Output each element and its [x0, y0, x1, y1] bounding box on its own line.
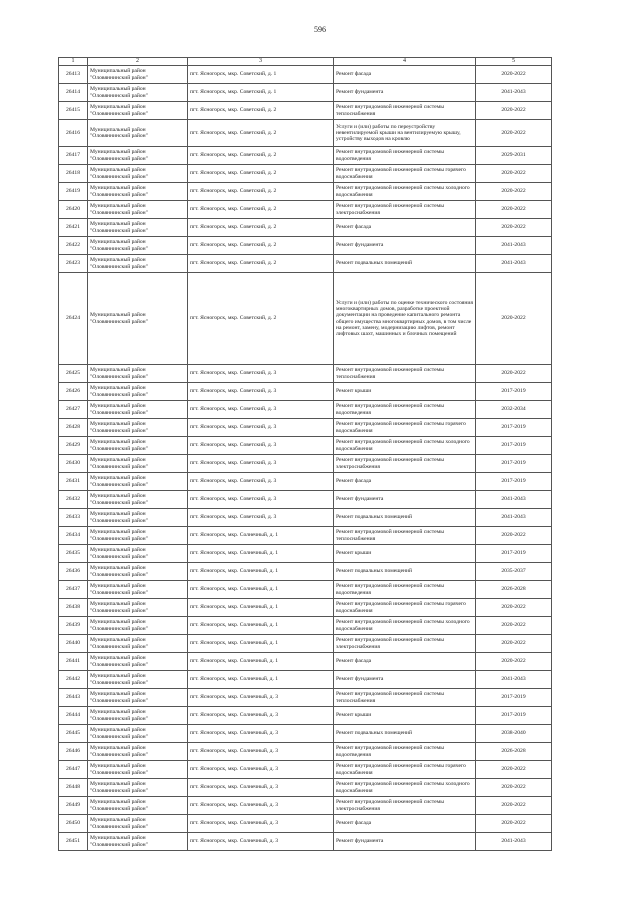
work-type-cell: Ремонт внутридомовой инженерной системы водоотведения — [334, 147, 476, 165]
period-cell: 2032-2034 — [476, 401, 552, 419]
period-cell: 2017-2019 — [476, 689, 552, 707]
municipality-cell: Муниципальный район "Оловяннинский район" — [88, 833, 188, 851]
period-cell: 2020-2022 — [476, 527, 552, 545]
row-number: 26423 — [59, 255, 88, 273]
work-type-cell: Ремонт внутридомовой инженерной системы теплоснабжения — [334, 365, 476, 383]
row-number: 26446 — [59, 743, 88, 761]
header-col-3: 3 — [188, 58, 334, 66]
address-cell: пгт. Ясногорск, мкр. Солнечный, д. 3 — [188, 761, 334, 779]
municipality-cell: Муниципальный район "Оловяннинский район" — [88, 255, 188, 273]
municipality-cell: Муниципальный район "Оловяннинский район" — [88, 491, 188, 509]
municipality-cell: Муниципальный район "Оловяннинский район" — [88, 419, 188, 437]
row-number: 26414 — [59, 84, 88, 102]
row-number: 26436 — [59, 563, 88, 581]
page-number: 596 — [314, 25, 326, 34]
municipality-cell: Муниципальный район "Оловяннинский район" — [88, 707, 188, 725]
table-row — [59, 815, 552, 833]
address-cell: пгт. Ясногорск, мкр. Солнечный, д. 3 — [188, 797, 334, 815]
row-number: 26427 — [59, 401, 88, 419]
municipality-cell: Муниципальный район "Оловяннинский район" — [88, 383, 188, 401]
table-row — [59, 761, 552, 779]
municipality-cell: Муниципальный район "Оловяннинский район" — [88, 509, 188, 527]
municipality-cell: Муниципальный район "Оловяннинский район" — [88, 102, 188, 120]
period-cell: 2020-2022 — [476, 797, 552, 815]
period-cell: 2026-2028 — [476, 743, 552, 761]
municipality-cell: Муниципальный район "Оловяннинский район" — [88, 219, 188, 237]
work-type-cell: Ремонт крыши — [334, 383, 476, 401]
municipality-cell: Муниципальный район "Оловяннинский район" — [88, 797, 188, 815]
table-row — [59, 689, 552, 707]
address-cell: пгт. Ясногорск, мкр. Советский, д. 3 — [188, 473, 334, 491]
address-cell: пгт. Ясногорск, мкр. Советский, д. 2 — [188, 255, 334, 273]
work-type-cell: Ремонт внутридомовой инженерной системы горячего водоснабжения — [334, 419, 476, 437]
municipality-cell: Муниципальный район "Оловяннинский район" — [88, 743, 188, 761]
row-number: 26441 — [59, 653, 88, 671]
municipality-cell: Муниципальный район "Оловяннинский район" — [88, 455, 188, 473]
work-type-cell: Ремонт фундамента — [334, 671, 476, 689]
address-cell: пгт. Ясногорск, мкр. Советский, д. 2 — [188, 120, 334, 147]
table-row — [59, 527, 552, 545]
row-number: 26435 — [59, 545, 88, 563]
row-number: 26448 — [59, 779, 88, 797]
work-type-cell: Ремонт внутридомовой инженерной системы горячего водоснабжения — [334, 761, 476, 779]
table-row — [59, 707, 552, 725]
row-number: 26442 — [59, 671, 88, 689]
period-cell: 2017-2019 — [476, 473, 552, 491]
work-type-cell: Ремонт фундамента — [334, 833, 476, 851]
work-type-cell: Ремонт подвальных помещений — [334, 255, 476, 273]
address-cell: пгт. Ясногорск, мкр. Солнечный, д. 1 — [188, 527, 334, 545]
row-number: 26444 — [59, 707, 88, 725]
table-row — [59, 797, 552, 815]
municipality-cell: Муниципальный район "Оловяннинский район" — [88, 653, 188, 671]
municipality-cell: Муниципальный район "Оловяннинский район" — [88, 401, 188, 419]
row-number: 26426 — [59, 383, 88, 401]
table-row — [59, 237, 552, 255]
municipality-cell: Муниципальный район "Оловяннинский район" — [88, 183, 188, 201]
row-number: 26420 — [59, 201, 88, 219]
row-number: 26451 — [59, 833, 88, 851]
table-row — [59, 581, 552, 599]
work-type-cell: Ремонт внутридомовой инженерной системы холодного водоснабжения — [334, 183, 476, 201]
address-cell: пгт. Ясногорск, мкр. Советский, д. 3 — [188, 419, 334, 437]
period-cell: 2020-2022 — [476, 66, 552, 84]
address-cell: пгт. Ясногорск, мкр. Солнечный, д. 1 — [188, 563, 334, 581]
address-cell: пгт. Ясногорск, мкр. Солнечный, д. 3 — [188, 689, 334, 707]
header-col-5: 5 — [476, 58, 552, 66]
table-row — [59, 147, 552, 165]
work-type-cell: Ремонт внутридомовой инженерной системы холодного водоснабжения — [334, 617, 476, 635]
work-type-cell: Ремонт крыши — [334, 545, 476, 563]
address-cell: пгт. Ясногорск, мкр. Солнечный, д. 3 — [188, 743, 334, 761]
table-row — [59, 219, 552, 237]
municipality-cell: Муниципальный район "Оловяннинский район" — [88, 473, 188, 491]
register-table — [58, 57, 552, 851]
work-type-cell: Ремонт внутридомовой инженерной системы водоотведения — [334, 581, 476, 599]
municipality-cell: Муниципальный район "Оловяннинский район" — [88, 815, 188, 833]
address-cell: пгт. Ясногорск, мкр. Советский, д. 1 — [188, 84, 334, 102]
address-cell: пгт. Ясногорск, мкр. Солнечный, д. 1 — [188, 635, 334, 653]
work-type-cell: Услуги и (или) работы по переустройству невентилируемой крыши на вентилируемую крышу, устройству выходов на кровлю — [334, 120, 476, 147]
period-cell: 2020-2022 — [476, 779, 552, 797]
address-cell: пгт. Ясногорск, мкр. Солнечный, д. 3 — [188, 833, 334, 851]
row-number: 26429 — [59, 437, 88, 455]
table-row — [59, 743, 552, 761]
row-number: 26437 — [59, 581, 88, 599]
row-number: 26422 — [59, 237, 88, 255]
period-cell: 2017-2019 — [476, 383, 552, 401]
table-row — [59, 635, 552, 653]
table-body — [59, 66, 552, 851]
work-type-cell: Ремонт фасада — [334, 66, 476, 84]
work-type-cell: Ремонт подвальных помещений — [334, 725, 476, 743]
table-row — [59, 617, 552, 635]
work-type-cell: Ремонт фасада — [334, 653, 476, 671]
table-row — [59, 725, 552, 743]
municipality-cell: Муниципальный район "Оловяннинский район" — [88, 581, 188, 599]
municipality-cell: Муниципальный район "Оловяннинский район" — [88, 201, 188, 219]
table-row — [59, 84, 552, 102]
row-number: 26431 — [59, 473, 88, 491]
address-cell: пгт. Ясногорск, мкр. Советский, д. 2 — [188, 183, 334, 201]
municipality-cell: Муниципальный район "Оловяннинский район" — [88, 437, 188, 455]
period-cell: 2017-2019 — [476, 455, 552, 473]
row-number: 26443 — [59, 689, 88, 707]
municipality-cell: Муниципальный район "Оловяннинский район" — [88, 545, 188, 563]
work-type-cell: Ремонт фасада — [334, 473, 476, 491]
period-cell: 2020-2022 — [476, 201, 552, 219]
row-number: 26413 — [59, 66, 88, 84]
municipality-cell: Муниципальный район "Оловяннинский район" — [88, 66, 188, 84]
municipality-cell: Муниципальный район "Оловяннинский район" — [88, 165, 188, 183]
row-number: 26447 — [59, 761, 88, 779]
address-cell: пгт. Ясногорск, мкр. Солнечный, д. 3 — [188, 707, 334, 725]
work-type-cell: Ремонт подвальных помещений — [334, 563, 476, 581]
header-row — [59, 58, 552, 66]
work-type-cell: Ремонт внутридомовой инженерной системы горячего водоснабжения — [334, 165, 476, 183]
row-number: 26445 — [59, 725, 88, 743]
period-cell: 2041-2043 — [476, 255, 552, 273]
table-row — [59, 365, 552, 383]
address-cell: пгт. Ясногорск, мкр. Солнечный, д. 3 — [188, 815, 334, 833]
table-row — [59, 419, 552, 437]
row-number: 26434 — [59, 527, 88, 545]
period-cell: 2020-2022 — [476, 653, 552, 671]
table-row — [59, 201, 552, 219]
municipality-cell: Муниципальный район "Оловяннинский район" — [88, 120, 188, 147]
work-type-cell: Ремонт подвальных помещений — [334, 509, 476, 527]
period-cell: 2020-2022 — [476, 761, 552, 779]
address-cell: пгт. Ясногорск, мкр. Солнечный, д. 1 — [188, 545, 334, 563]
table-row — [59, 66, 552, 84]
municipality-cell: Муниципальный район "Оловяннинский район" — [88, 84, 188, 102]
table-row — [59, 545, 552, 563]
municipality-cell: Муниципальный район "Оловяннинский район" — [88, 689, 188, 707]
table-row — [59, 491, 552, 509]
period-cell: 2041-2043 — [476, 84, 552, 102]
period-cell: 2029-2031 — [476, 147, 552, 165]
row-number: 26450 — [59, 815, 88, 833]
row-number: 26418 — [59, 165, 88, 183]
table-row — [59, 599, 552, 617]
table-row — [59, 455, 552, 473]
work-type-cell: Ремонт внутридомовой инженерной системы теплоснабжения — [334, 102, 476, 120]
address-cell: пгт. Ясногорск, мкр. Солнечный, д. 1 — [188, 653, 334, 671]
row-number: 26415 — [59, 102, 88, 120]
work-type-cell: Ремонт внутридомовой инженерной системы электроснабжения — [334, 455, 476, 473]
period-cell: 2017-2019 — [476, 707, 552, 725]
row-number: 26438 — [59, 599, 88, 617]
municipality-cell: Муниципальный район "Оловяннинский район" — [88, 761, 188, 779]
municipality-cell: Муниципальный район "Оловяннинский район" — [88, 725, 188, 743]
header-col-1: 1 — [59, 58, 88, 66]
address-cell: пгт. Ясногорск, мкр. Советский, д. 3 — [188, 437, 334, 455]
municipality-cell: Муниципальный район "Оловяннинский район" — [88, 563, 188, 581]
row-number: 26416 — [59, 120, 88, 147]
address-cell: пгт. Ясногорск, мкр. Советский, д. 1 — [188, 66, 334, 84]
table-row — [59, 473, 552, 491]
period-cell: 2017-2019 — [476, 419, 552, 437]
row-number: 26417 — [59, 147, 88, 165]
row-number: 26433 — [59, 509, 88, 527]
municipality-cell: Муниципальный район "Оловяннинский район" — [88, 779, 188, 797]
period-cell: 2041-2043 — [476, 833, 552, 851]
address-cell: пгт. Ясногорск, мкр. Советский, д. 2 — [188, 102, 334, 120]
period-cell: 2038-2040 — [476, 725, 552, 743]
header-col-4: 4 — [334, 58, 476, 66]
period-cell: 2020-2022 — [476, 102, 552, 120]
address-cell: пгт. Ясногорск, мкр. Советский, д. 3 — [188, 491, 334, 509]
period-cell: 2026-2028 — [476, 581, 552, 599]
work-type-cell: Ремонт внутридомовой инженерной системы теплоснабжения — [334, 689, 476, 707]
work-type-cell: Ремонт фасада — [334, 219, 476, 237]
period-cell: 2017-2019 — [476, 437, 552, 455]
work-type-cell: Ремонт внутридомовой инженерной системы водоотведения — [334, 743, 476, 761]
period-cell: 2020-2022 — [476, 599, 552, 617]
work-type-cell: Ремонт фундамента — [334, 491, 476, 509]
row-number: 26449 — [59, 797, 88, 815]
period-cell: 2020-2022 — [476, 120, 552, 147]
period-cell: 2020-2022 — [476, 635, 552, 653]
period-cell: 2035-2037 — [476, 563, 552, 581]
table-row — [59, 653, 552, 671]
municipality-cell: Муниципальный район "Оловяннинский район" — [88, 527, 188, 545]
address-cell: пгт. Ясногорск, мкр. Советский, д. 3 — [188, 509, 334, 527]
row-number: 26424 — [59, 273, 88, 365]
row-number: 26439 — [59, 617, 88, 635]
period-cell: 2020-2022 — [476, 219, 552, 237]
address-cell: пгт. Ясногорск, мкр. Советский, д. 2 — [188, 165, 334, 183]
address-cell: пгт. Ясногорск, мкр. Советский, д. 2 — [188, 201, 334, 219]
work-type-cell: Ремонт внутридомовой инженерной системы электроснабжения — [334, 201, 476, 219]
address-cell: пгт. Ясногорск, мкр. Советский, д. 2 — [188, 237, 334, 255]
table-row — [59, 183, 552, 201]
municipality-cell: Муниципальный район "Оловяннинский район" — [88, 599, 188, 617]
period-cell: 2020-2022 — [476, 365, 552, 383]
address-cell: пгт. Ясногорск, мкр. Солнечный, д. 3 — [188, 725, 334, 743]
address-cell: пгт. Ясногорск, мкр. Советский, д. 2 — [188, 147, 334, 165]
work-type-cell: Услуги и (или) работы по оценке технического состояния многоквартирных домов, разработке проектной документации на проведение капитального ремонта общего имущества многоквартирных домов, в том числе на ремонт, замену, модернизацию лифтов, ремонт лифтовых шахт, машинных и блочных помещений — [334, 273, 476, 365]
work-type-cell: Ремонт внутридомовой инженерной системы водоотведения — [334, 401, 476, 419]
period-cell: 2020-2022 — [476, 617, 552, 635]
table-row — [59, 779, 552, 797]
work-type-cell: Ремонт крыши — [334, 707, 476, 725]
work-type-cell: Ремонт внутридомовой инженерной системы горячего водоснабжения — [334, 599, 476, 617]
address-cell: пгт. Ясногорск, мкр. Советский, д. 3 — [188, 383, 334, 401]
work-type-cell: Ремонт внутридомовой инженерной системы электроснабжения — [334, 635, 476, 653]
table-row — [59, 165, 552, 183]
table-row — [59, 833, 552, 851]
row-number: 26440 — [59, 635, 88, 653]
municipality-cell: Муниципальный район "Оловяннинский район" — [88, 147, 188, 165]
row-number: 26421 — [59, 219, 88, 237]
table-row — [59, 102, 552, 120]
address-cell: пгт. Ясногорск, мкр. Советский, д. 2 — [188, 219, 334, 237]
municipality-cell: Муниципальный район "Оловяннинский район" — [88, 237, 188, 255]
address-cell: пгт. Ясногорск, мкр. Солнечный, д. 3 — [188, 779, 334, 797]
header-col-2: 2 — [88, 58, 188, 66]
row-number: 26430 — [59, 455, 88, 473]
period-cell: 2041-2043 — [476, 509, 552, 527]
row-number: 26428 — [59, 419, 88, 437]
work-type-cell: Ремонт внутридомовой инженерной системы электроснабжения — [334, 797, 476, 815]
period-cell: 2020-2022 — [476, 165, 552, 183]
municipality-cell: Муниципальный район "Оловяннинский район" — [88, 671, 188, 689]
row-number: 26432 — [59, 491, 88, 509]
address-cell: пгт. Ясногорск, мкр. Советский, д. 3 — [188, 455, 334, 473]
municipality-cell: Муниципальный район "Оловяннинский район" — [88, 617, 188, 635]
period-cell: 2041-2043 — [476, 491, 552, 509]
table-row — [59, 563, 552, 581]
address-cell: пгт. Ясногорск, мкр. Солнечный, д. 1 — [188, 617, 334, 635]
address-cell: пгт. Ясногорск, мкр. Советский, д. 3 — [188, 401, 334, 419]
period-cell: 2020-2022 — [476, 815, 552, 833]
work-type-cell: Ремонт фасада — [334, 815, 476, 833]
address-cell: пгт. Ясногорск, мкр. Солнечный, д. 1 — [188, 671, 334, 689]
period-cell: 2041-2043 — [476, 671, 552, 689]
work-type-cell: Ремонт внутридомовой инженерной системы холодного водоснабжения — [334, 437, 476, 455]
work-type-cell: Ремонт фундамента — [334, 84, 476, 102]
period-cell: 2017-2019 — [476, 545, 552, 563]
work-type-cell: Ремонт внутридомовой инженерной системы теплоснабжения — [334, 527, 476, 545]
table-row — [59, 401, 552, 419]
table-row — [59, 255, 552, 273]
address-cell: пгт. Ясногорск, мкр. Советский, д. 3 — [188, 365, 334, 383]
period-cell: 2020-2022 — [476, 183, 552, 201]
table-row — [59, 671, 552, 689]
table-row — [59, 509, 552, 527]
address-cell: пгт. Ясногорск, мкр. Солнечный, д. 1 — [188, 581, 334, 599]
table-row — [59, 120, 552, 147]
municipality-cell: Муниципальный район "Оловяннинский район" — [88, 635, 188, 653]
municipality-cell: Муниципальный район "Оловяннинский район" — [88, 365, 188, 383]
period-cell: 2041-2043 — [476, 237, 552, 255]
address-cell: пгт. Ясногорск, мкр. Солнечный, д. 1 — [188, 599, 334, 617]
row-number: 26419 — [59, 183, 88, 201]
table-row — [59, 383, 552, 401]
address-cell: пгт. Ясногорск, мкр. Советский, д. 2 — [188, 273, 334, 365]
work-type-cell: Ремонт фундамента — [334, 237, 476, 255]
row-number: 26425 — [59, 365, 88, 383]
table-row — [59, 437, 552, 455]
work-type-cell: Ремонт внутридомовой инженерной системы холодного водоснабжения — [334, 779, 476, 797]
municipality-cell: Муниципальный район "Оловяннинский район" — [88, 273, 188, 365]
period-cell: 2020-2022 — [476, 273, 552, 365]
table-row — [59, 273, 552, 365]
